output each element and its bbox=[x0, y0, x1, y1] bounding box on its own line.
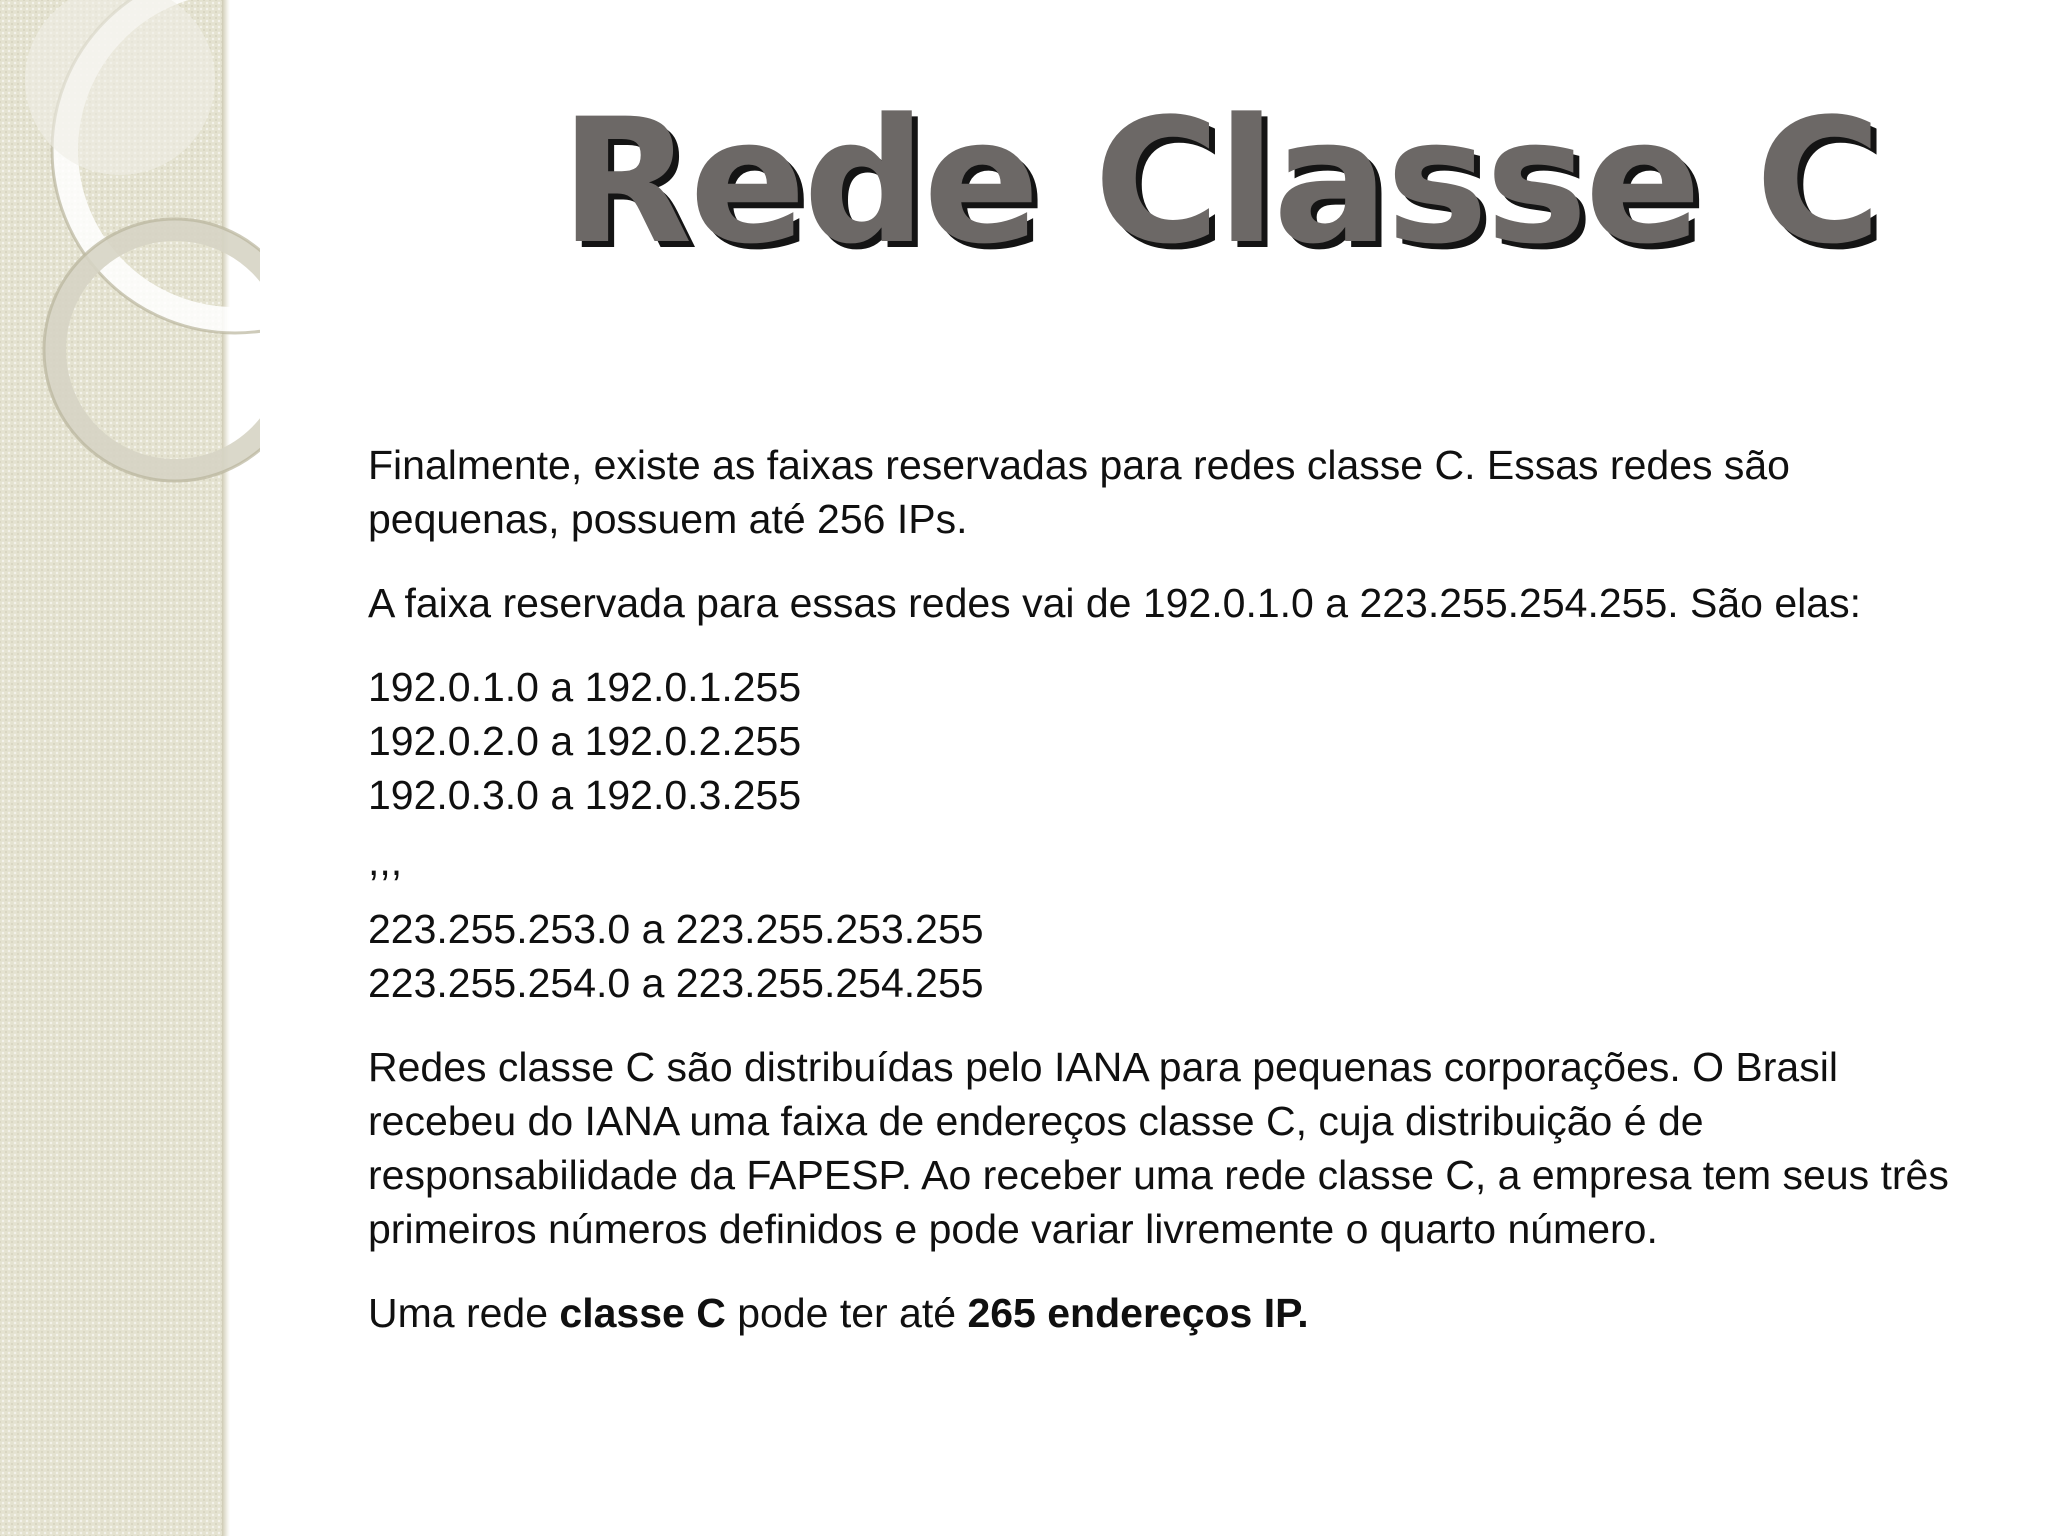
ip-range-item: 192.0.2.0 a 192.0.2.255 bbox=[368, 718, 802, 764]
summary-bold-count: 265 endereços IP. bbox=[967, 1290, 1309, 1336]
ip-range-item: 192.0.3.0 a 192.0.3.255 bbox=[368, 772, 802, 818]
range-paragraph: A faixa reservada para essas redes vai de 192.0.1.0 a 223.255.254.255. São elas: bbox=[368, 580, 1861, 626]
ip-range-list-bottom bbox=[368, 902, 1988, 1010]
summary-middle: pode ter até bbox=[725, 1290, 968, 1336]
summary-paragraph bbox=[368, 1286, 1988, 1340]
distribution-paragraph: Redes classe C são distribuídas pelo IANA para pequenas corporações. O Brasil recebeu do IANA uma faixa de endereços classe C, cuja distribuição é de responsabilidade da FAPESP. Ao receber uma rede classe C, a empresa tem seus três primeiros números definidos e pode variar livremente o quarto número. bbox=[368, 1044, 1949, 1252]
ip-range-item: 192.0.1.0 a 192.0.1.255 bbox=[368, 664, 802, 710]
ip-range-item: 223.255.254.0 a 223.255.254.255 bbox=[368, 960, 984, 1006]
decorative-ring-small bbox=[55, 230, 260, 470]
summary-prefix: Uma rede bbox=[368, 1290, 560, 1336]
decorative-rings bbox=[0, 0, 260, 520]
ip-range-item: 223.255.253.0 a 223.255.253.255 bbox=[368, 906, 984, 952]
slide-content bbox=[368, 438, 1988, 1370]
intro-paragraph: Finalmente, existe as faixas reservadas para redes classe C. Essas redes são pequenas, possuem até 256 IPs. bbox=[368, 442, 1790, 542]
range-ellipsis: ,,, bbox=[368, 838, 403, 884]
ip-range-list-top bbox=[368, 660, 1988, 822]
summary-bold-class: classe C bbox=[559, 1290, 726, 1336]
decorative-ring-small-outline bbox=[44, 219, 260, 481]
slide-title: Rede Classe C bbox=[560, 81, 1879, 282]
